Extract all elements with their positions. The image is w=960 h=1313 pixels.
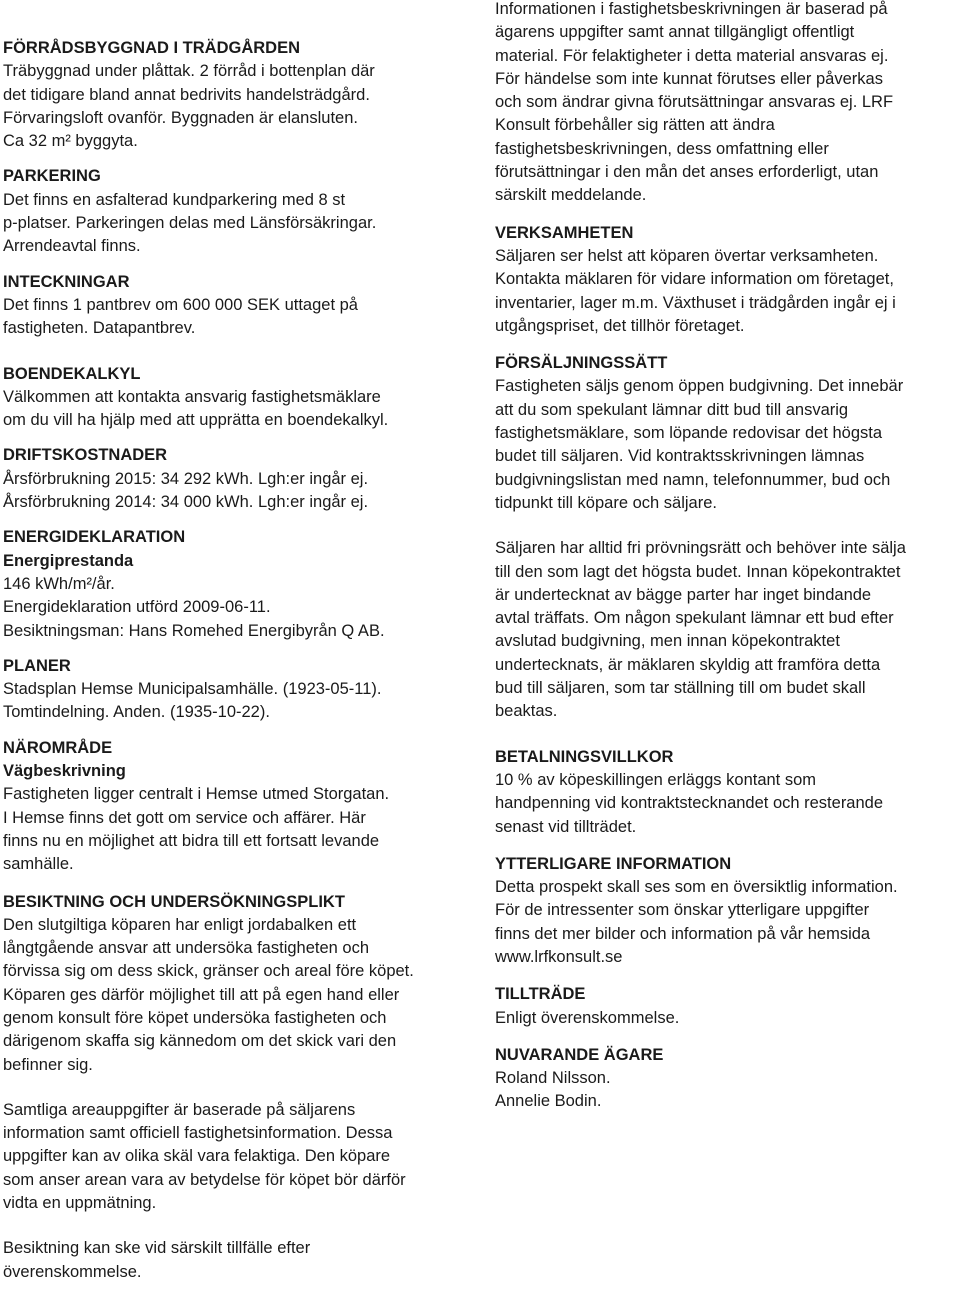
text-line: Roland Nilsson. (495, 1069, 611, 1088)
text-line: Den slutgiltiga köparen har enligt jordabalken ett (3, 915, 357, 934)
section-nuvarande-agare (495, 1044, 957, 1114)
section-subheading: Energiprestanda (3, 551, 134, 570)
text-line: det tidigare bland annat bedrivits handelsträdgård. (3, 85, 370, 104)
right-column (495, 0, 957, 1114)
text-line: till den som lagt det högsta budet. Innan köpekontraktet (495, 562, 901, 581)
text-line: Välkommen att kontakta ansvarig fastighetsmäklare (3, 387, 381, 406)
text-line: bud till säljaren, som tar ställning till om budet skall (495, 679, 866, 698)
text-line: Enligt överenskommelse. (495, 1008, 680, 1027)
text-line: uppgifter kan av olika skäl vara felaktiga. Den köpare (3, 1147, 391, 1166)
text-line: förvissa sig om dess skick, gränser och areal före köpet. (3, 962, 414, 981)
text-line: Samtliga areauppgifter är baserade på säljarens (3, 1100, 356, 1119)
section-forsaljningssatt (495, 352, 957, 515)
section-besiktning-note (3, 1237, 465, 1284)
section-inteckningar (3, 271, 465, 341)
text-line: därigenom skaffa sig kännedom om det skick vari den (3, 1032, 397, 1051)
text-line: Säljaren har alltid fri prövningsrätt och behöver inte sälja (495, 539, 906, 558)
section-heading: YTTERLIGARE INFORMATION (495, 854, 732, 873)
text-line: Detta prospekt skall ses som en översiktlig information. (495, 878, 898, 897)
section-tilltrade (495, 983, 957, 1030)
text-line: inventarier, lager m.m. Växthuset i trädgården ingår ej i (495, 293, 896, 312)
text-line: 146 kWh/m²/år. (3, 574, 115, 593)
text-line: Förvaringsloft ovanför. Byggnaden är elansluten. (3, 108, 358, 127)
text-line: budgivningslistan med namn, telefonnummer, bud och (495, 470, 891, 489)
text-line: I Hemse finns det gott om service och affärer. Här (3, 808, 366, 827)
text-line: samhälle. (3, 855, 74, 874)
section-energideklaration (3, 526, 465, 642)
section-intro (495, 0, 957, 208)
section-heading: TILLTRÄDE (495, 985, 586, 1004)
section-naromrade (3, 737, 465, 877)
section-areauppgifter (3, 1099, 465, 1215)
section-heading: FÖRRÅDSBYGGNAD I TRÄDGÅRDEN (3, 39, 300, 57)
text-line: utgångspriset, det tillhör företaget. (495, 316, 745, 335)
section-heading: FÖRSÄLJNINGSSÄTT (495, 354, 668, 373)
section-heading: INTECKNINGAR (3, 272, 130, 291)
text-line: Fastigheten ligger centralt i Hemse utmed Storgatan. (3, 785, 390, 804)
text-line: finns det mer bilder och information på vår hemsida (495, 924, 871, 943)
text-line: fastigheten. Datapantbrev. (3, 319, 196, 338)
text-line: För händelse som inte kunnat förutses eller påverkas (495, 69, 883, 88)
text-line: befinner sig. (3, 1055, 93, 1074)
text-line: fastighetsbeskrivningen, dess omfattning eller (495, 139, 829, 158)
text-line: Det finns en asfalterad kundparkering med 8 st (3, 190, 346, 209)
text-line: vidta en uppmätning. (3, 1194, 157, 1213)
left-column (3, 37, 465, 1284)
section-heading: BOENDEKALKYL (3, 364, 141, 383)
text-line: förutsättningar i den mån det anses erforderligt, utan (495, 163, 879, 182)
text-line: Träbyggnad under plåttak. 2 förråd i bottenplan där (3, 62, 375, 81)
text-line: Fastigheten säljs genom öppen budgivning. Det innebär (495, 377, 904, 396)
text-line: avslutad budgivning, men innan köpekontraktet (495, 632, 840, 651)
text-line: Det finns 1 pantbrev om 600 000 SEK uttaget på (3, 295, 358, 314)
section-ytterligare-information (495, 853, 957, 969)
text-line: Besiktningsman: Hans Romehed Energibyrån Q AB. (3, 621, 385, 640)
text-line: Annelie Bodin. (495, 1092, 602, 1111)
section-heading: BETALNINGSVILLKOR (495, 747, 674, 766)
text-line: Ca 32 m² byggyta. (3, 132, 138, 151)
section-parkering (3, 165, 465, 258)
text-line: Köparen ges därför möjlighet till att på egen hand eller (3, 985, 400, 1004)
text-line: särskilt meddelande. (495, 186, 647, 205)
text-line: Kontakta mäklaren för vidare information om företaget, (495, 270, 894, 289)
text-line: Konsult förbehåller sig rätten att ändra (495, 116, 775, 135)
text-line: genom konsult före köpet undersöka fastigheten och (3, 1008, 387, 1027)
section-besiktning (3, 891, 465, 1077)
text-line: är undertecknat av bägge parter har inget bindande (495, 585, 872, 604)
text-line: beaktas. (495, 702, 558, 721)
text-line: tidpunkt till köpare och säljare. (495, 493, 717, 512)
text-line: Arrendeavtal finns. (3, 237, 141, 256)
section-heading: DRIFTSKOSTNADER (3, 446, 168, 465)
text-line: undertecknats, är mäklaren skyldig att framföra detta (495, 655, 881, 674)
text-line: som anser arean vara av betydelse för köpet bör därför (3, 1170, 406, 1189)
section-provningsratt (495, 537, 957, 723)
text-line: att du som spekulant lämnar ditt bud till ansvarig (495, 400, 849, 419)
section-verksamheten (495, 222, 957, 338)
text-line: ägarens uppgifter samt annat tillgängligt offentligt (495, 23, 855, 42)
text-line: om du vill ha hjälp med att upprätta en boendekalkyl. (3, 411, 389, 430)
text-line: 10 % av köpeskillingen erläggs kontant som (495, 770, 817, 789)
text-line: För de intressenter som önskar ytterligare uppgifter (495, 901, 870, 920)
website-link[interactable]: www.lrfkonsult.se (495, 947, 623, 966)
text-line: Besiktning kan ske vid särskilt tillfälle efter (3, 1239, 311, 1258)
text-line: Årsförbrukning 2015: 34 292 kWh. Lgh:er ingår ej. (3, 469, 369, 488)
text-line: Stadsplan Hemse Municipalsamhälle. (1923-05-11). (3, 680, 382, 699)
section-forradsbyggnad (3, 37, 465, 153)
text-line: överenskommelse. (3, 1262, 142, 1281)
text-line: budet till säljaren. Vid kontraktsskrivningen lämnas (495, 447, 865, 466)
section-planer (3, 655, 465, 725)
section-heading: NÄROMRÅDE (3, 738, 113, 757)
text-line: finns nu en möjlighet att bidra till ett fortsatt levande (3, 831, 380, 850)
text-line: senast vid tillträdet. (495, 817, 637, 836)
section-heading: NUVARANDE ÄGARE (495, 1045, 664, 1064)
text-line: material. För felaktigheter i detta material ansvaras ej. (495, 46, 889, 65)
section-heading: PARKERING (3, 167, 101, 186)
section-driftskostnader (3, 444, 465, 514)
text-line: p-platser. Parkeringen delas med Länsförsäkringar. (3, 214, 377, 233)
text-line: Tomtindelning. Anden. (1935-10-22). (3, 703, 270, 722)
text-line: Säljaren ser helst att köparen övertar verksamheten. (495, 246, 879, 265)
text-line: långtgående ansvar att undersöka fastigheten och (3, 939, 370, 958)
section-subheading: Vägbeskrivning (3, 762, 126, 781)
section-boendekalkyl (3, 363, 465, 433)
text-line: och som ändrar givna förutsättningar ansvaras ej. LRF (495, 93, 894, 112)
text-line: handpenning vid kontraktstecknandet och resterande (495, 794, 884, 813)
text-line: Energideklaration utförd 2009-06-11. (3, 598, 271, 617)
text-line: avtal träffats. Om någon spekulant lämnar ett bud efter (495, 609, 894, 628)
text-line: information samt officiell fastighetsinformation. Dessa (3, 1124, 393, 1143)
text-line: fastighetsmäklare, som löpande redovisar det högsta (495, 424, 883, 443)
text-line: Årsförbrukning 2014: 34 000 kWh. Lgh:er ingår ej. (3, 493, 369, 512)
text-line: Informationen i fastighetsbeskrivningen är baserad på (495, 0, 888, 18)
section-betalningsvillkor (495, 746, 957, 839)
section-heading: BESIKTNING OCH UNDERSÖKNINGSPLIKT (3, 892, 345, 911)
section-heading: PLANER (3, 656, 71, 675)
section-heading: ENERGIDEKLARATION (3, 528, 186, 547)
section-heading: VERKSAMHETEN (495, 223, 634, 242)
